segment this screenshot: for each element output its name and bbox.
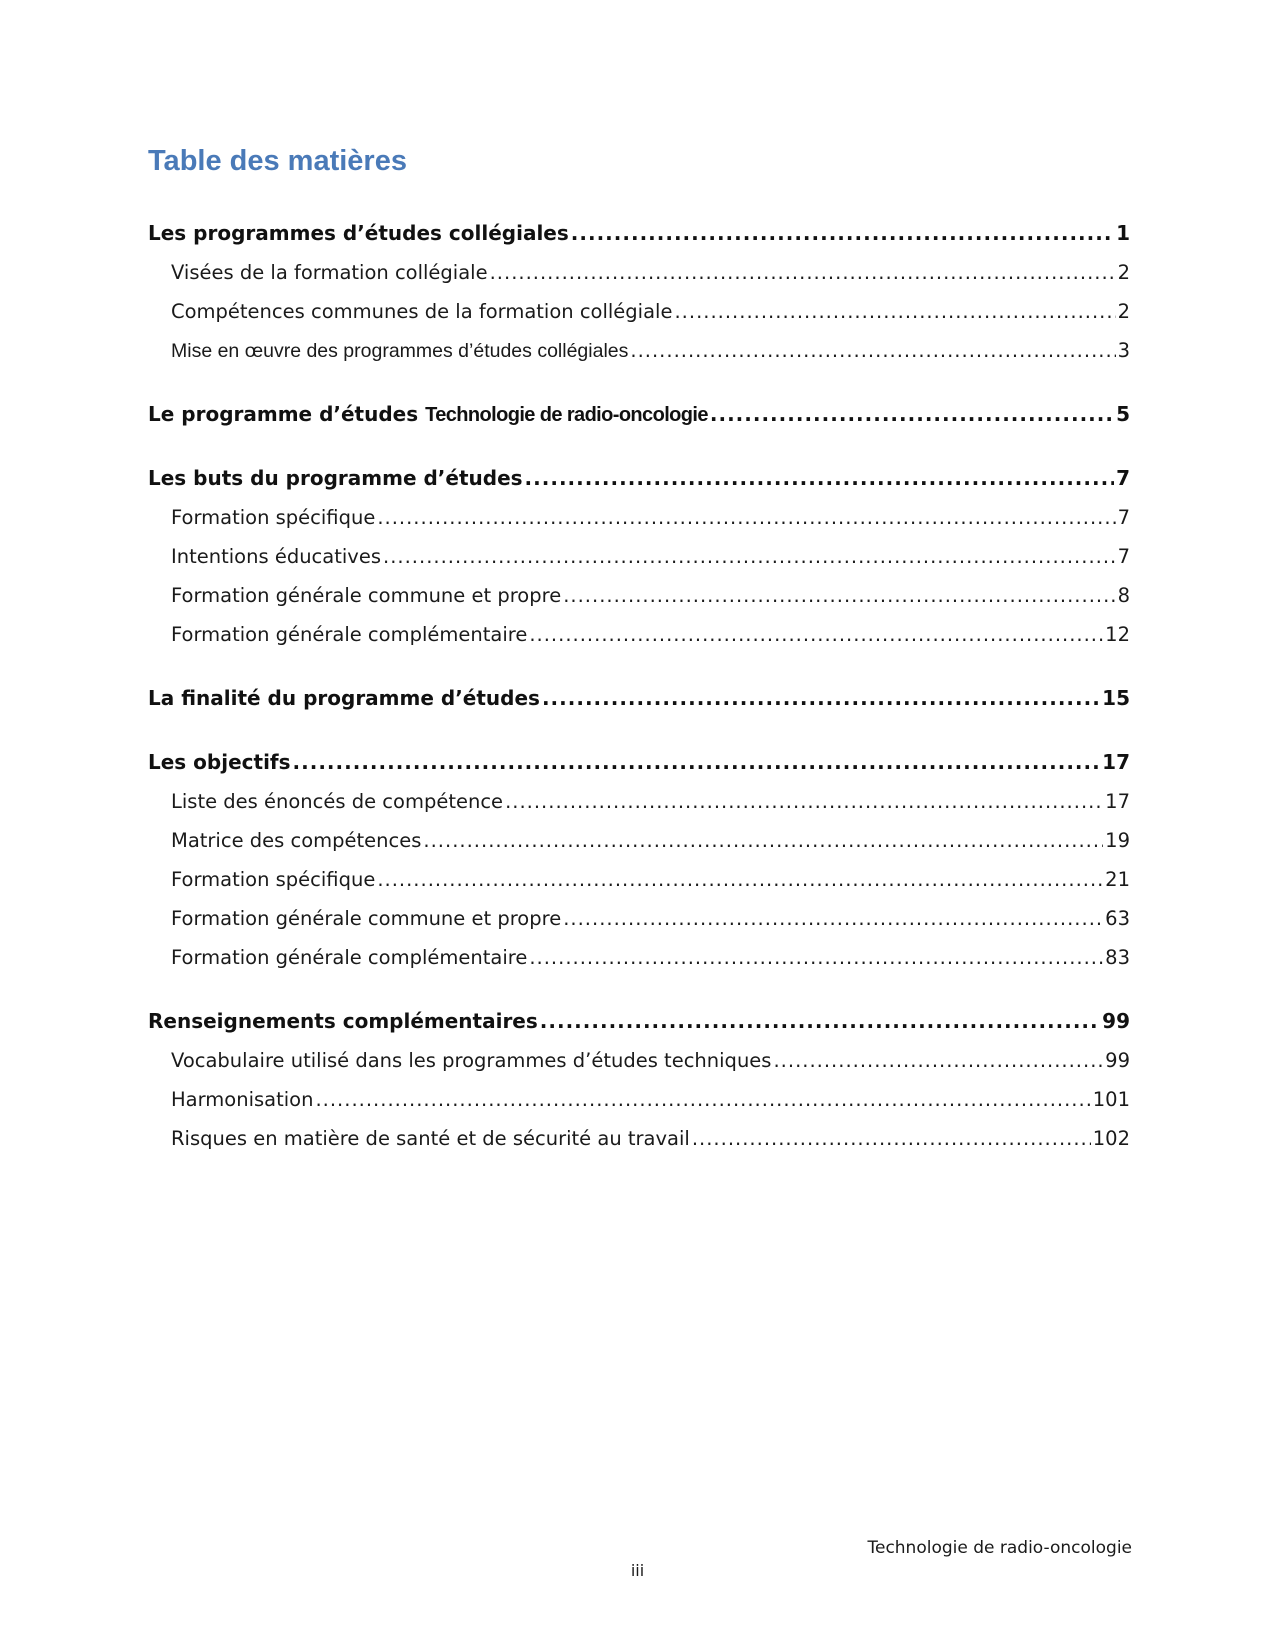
toc-entry-objectifs-formation-specifique[interactable] xyxy=(148,860,1130,899)
toc-entry-label: Vocabulaire utilisé dans les programmes d’études techniques xyxy=(171,1049,772,1072)
toc-dot-leader xyxy=(490,253,1116,292)
toc-entry-page: 63 xyxy=(1105,907,1130,930)
toc-dot-leader xyxy=(529,938,1103,977)
toc-entry-label: Intentions éducatives xyxy=(171,545,381,568)
toc-dot-leader xyxy=(571,214,1114,253)
toc-dot-leader xyxy=(423,821,1103,860)
toc-entry-page: 7 xyxy=(1117,545,1130,568)
toc-entry-harmonisation[interactable] xyxy=(148,1080,1130,1119)
toc-entry-label: Formation spécifique xyxy=(171,506,376,529)
toc-dot-leader xyxy=(710,395,1114,434)
toc-entry-page: 99 xyxy=(1102,1009,1130,1033)
toc-entry-objectifs[interactable] xyxy=(148,743,1130,782)
footer-document-title: Technologie de radio-oncologie xyxy=(867,1538,1132,1558)
toc-entry-page: 102 xyxy=(1092,1127,1130,1150)
toc-entry-label: Les buts du programme d’études xyxy=(148,466,523,490)
toc-dot-leader xyxy=(674,292,1115,331)
page-title: Table des matières xyxy=(148,145,407,177)
toc-entry-page: 17 xyxy=(1105,790,1130,813)
footer-page-number: iii xyxy=(630,1561,645,1580)
toc-entry-risques-sante-securite[interactable] xyxy=(148,1119,1130,1158)
toc-entry-label: Compétences communes de la formation collégiale xyxy=(171,300,673,323)
toc-entry-renseignements[interactable] xyxy=(148,1002,1130,1041)
toc-entry-label xyxy=(148,395,710,434)
toc-dot-leader xyxy=(692,1119,1091,1158)
toc-dot-leader xyxy=(630,331,1115,370)
table-of-contents xyxy=(148,214,1130,1158)
toc-entry-page: 15 xyxy=(1102,686,1130,710)
toc-entry-intentions-educatives[interactable] xyxy=(148,537,1130,576)
toc-dot-leader xyxy=(542,679,1100,718)
toc-entry-page: 1 xyxy=(1116,221,1130,245)
toc-entry-finalite-programme[interactable] xyxy=(148,679,1130,718)
toc-entry-page: 101 xyxy=(1092,1088,1130,1111)
toc-entry-page: 8 xyxy=(1117,584,1130,607)
toc-entry-label-prefix: Le programme d’études xyxy=(148,402,426,426)
toc-entry-page: 3 xyxy=(1117,339,1130,362)
toc-entry-label: Mise en œuvre des programmes d’études collégiales xyxy=(171,340,629,362)
toc-dot-leader xyxy=(377,498,1115,537)
toc-dot-leader xyxy=(563,899,1103,938)
toc-dot-leader xyxy=(540,1002,1100,1041)
toc-entry-page: 5 xyxy=(1116,402,1130,426)
toc-entry-visees-formation[interactable] xyxy=(148,253,1130,292)
toc-dot-leader xyxy=(773,1041,1103,1080)
toc-dot-leader xyxy=(383,537,1116,576)
toc-entry-objectifs-formation-generale-complementaire[interactable] xyxy=(148,938,1130,977)
toc-entry-label: Risques en matière de santé et de sécurité au travail xyxy=(171,1127,690,1150)
toc-entry-page: 7 xyxy=(1116,466,1130,490)
toc-entry-vocabulaire[interactable] xyxy=(148,1041,1130,1080)
toc-dot-leader xyxy=(505,782,1103,821)
toc-entry-label: Formation générale commune et propre xyxy=(171,907,562,930)
toc-entry-page: 7 xyxy=(1117,506,1130,529)
toc-dot-leader xyxy=(525,459,1115,498)
toc-entry-objectifs-formation-generale-commune[interactable] xyxy=(148,899,1130,938)
toc-entry-label: Harmonisation xyxy=(171,1088,314,1111)
toc-entry-label: Matrice des compétences xyxy=(171,829,422,852)
toc-dot-leader xyxy=(529,615,1103,654)
toc-entry-programmes-collegiaux[interactable] xyxy=(148,214,1130,253)
toc-entry-page: 21 xyxy=(1105,868,1130,891)
toc-entry-mise-en-oeuvre[interactable] xyxy=(148,331,1130,370)
toc-dot-leader xyxy=(293,743,1101,782)
toc-entry-page: 12 xyxy=(1105,623,1130,646)
toc-entry-programme-radio-oncologie[interactable] xyxy=(148,395,1130,434)
toc-entry-page: 99 xyxy=(1105,1049,1130,1072)
toc-entry-formation-generale-complementaire[interactable] xyxy=(148,615,1130,654)
toc-entry-matrice-competences[interactable] xyxy=(148,821,1130,860)
toc-entry-label: Les objectifs xyxy=(148,750,291,774)
toc-entry-competences-communes[interactable] xyxy=(148,292,1130,331)
toc-entry-formation-generale-commune[interactable] xyxy=(148,576,1130,615)
toc-entry-page: 83 xyxy=(1105,946,1130,969)
toc-entry-page: 2 xyxy=(1117,300,1130,323)
toc-entry-label: Formation générale complémentaire xyxy=(171,623,528,646)
toc-entry-buts-programme[interactable] xyxy=(148,459,1130,498)
toc-entry-label: La finalité du programme d’études xyxy=(148,686,540,710)
toc-dot-leader xyxy=(377,860,1103,899)
toc-entry-formation-specifique[interactable] xyxy=(148,498,1130,537)
toc-entry-program-name: Technologie de radio-oncologie xyxy=(425,404,708,426)
toc-entry-label: Visées de la formation collégiale xyxy=(171,261,488,284)
toc-entry-page: 17 xyxy=(1102,750,1130,774)
toc-entry-label: Renseignements complémentaires xyxy=(148,1009,538,1033)
toc-entry-label: Formation spécifique xyxy=(171,868,376,891)
toc-entry-label: Formation générale complémentaire xyxy=(171,946,528,969)
toc-entry-liste-enonces[interactable] xyxy=(148,782,1130,821)
toc-entry-page: 2 xyxy=(1117,261,1130,284)
toc-entry-label: Formation générale commune et propre xyxy=(171,584,562,607)
toc-dot-leader xyxy=(315,1080,1090,1119)
toc-entry-label: Liste des énoncés de compétence xyxy=(171,790,504,813)
toc-entry-label: Les programmes d’études collégiales xyxy=(148,221,569,245)
toc-entry-page: 19 xyxy=(1105,829,1130,852)
toc-dot-leader xyxy=(563,576,1115,615)
